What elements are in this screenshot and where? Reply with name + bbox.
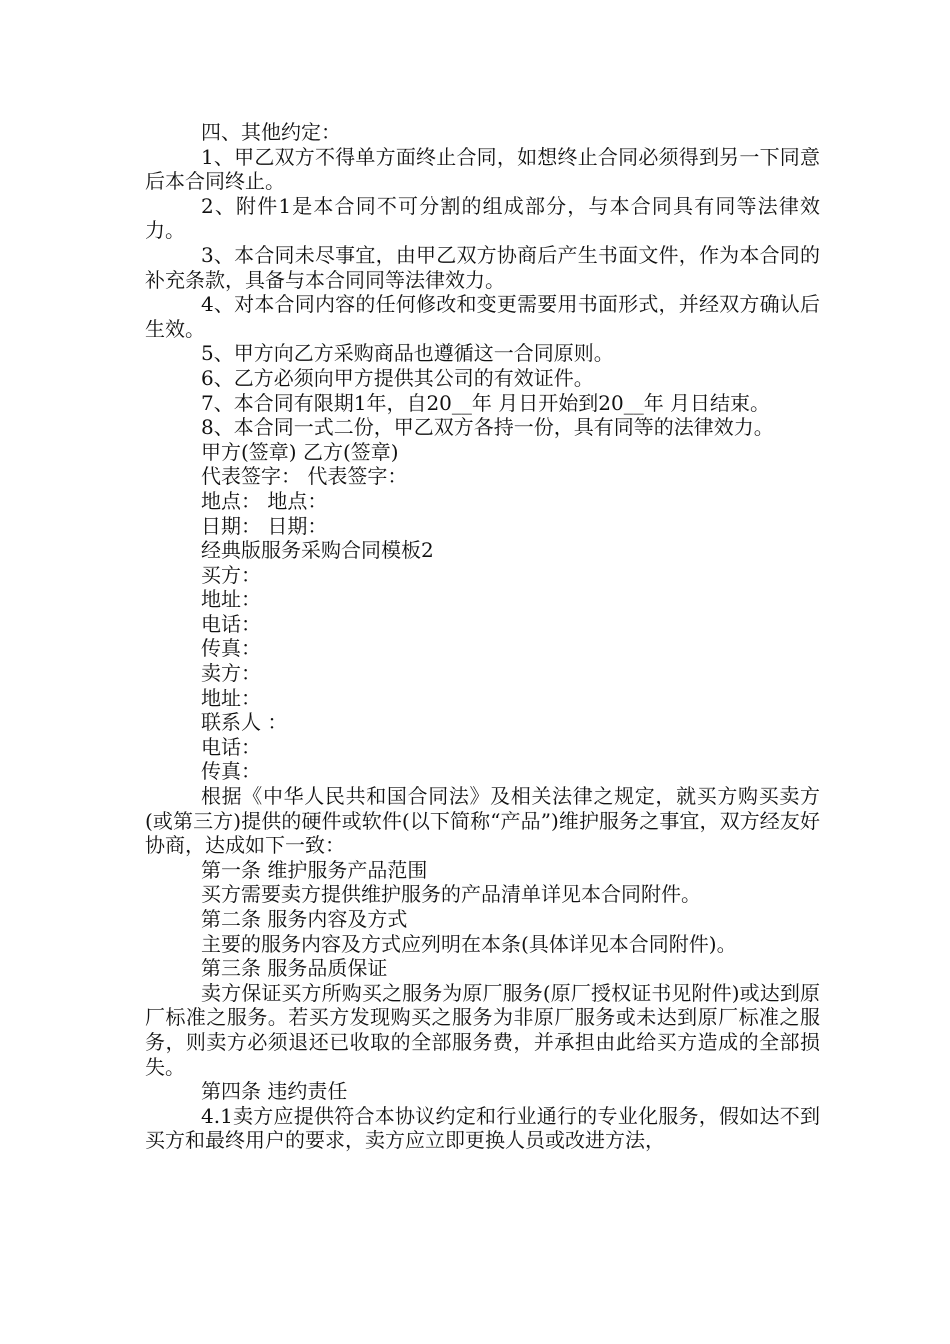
article-3-heading: 第三条 服务品质保证 bbox=[201, 956, 388, 981]
template-2-title: 经典版服务采购合同模板2 bbox=[201, 538, 434, 563]
article-2-heading: 第二条 服务内容及方式 bbox=[201, 907, 408, 931]
clause-2: 2、附件1是本合同不可分割的组成部分，与本合同具有同等法律效力。 bbox=[145, 193, 820, 243]
preamble-paragraph: 根据《中华人民共和国合同法》及相关法律之规定，就买方购买卖方(或第三方)提供的硬件或软件(以下简称“产品”)维护服务之事宜，双方经友好协商，达成如下一致： bbox=[145, 784, 820, 858]
signature-representatives: 代表签字： 代表签字： bbox=[201, 464, 408, 489]
section-heading-other-terms: 四、其他约定： bbox=[201, 120, 341, 144]
buyer-label: 买方： bbox=[201, 562, 261, 587]
clause-3: 3、本合同未尽事宜，由甲乙双方协商后产生书面文件，作为本合同的补充条款，具备与本合同同等法律效力。 bbox=[145, 242, 820, 292]
signature-locations: 地点： 地点： bbox=[201, 488, 328, 513]
clause-8: 8、本合同一式二份，甲乙双方各持一份，具有同等的法律效力。 bbox=[201, 415, 774, 440]
article-1-body: 买方需要卖方提供维护服务的产品清单详见本合同附件。 bbox=[201, 882, 701, 907]
seller-fax-label: 传真： bbox=[201, 759, 261, 784]
buyer-address-label: 地址： bbox=[201, 587, 261, 612]
article-4-clause-4-1: 4.1卖方应提供符合本协议约定和行业通行的专业化服务，假如达不到买方和最终用户的要求，卖方应立即更换人员或改进方法， bbox=[145, 1103, 820, 1153]
clause-4: 4、对本合同内容的任何修改和变更需要用书面形式，并经双方确认后生效。 bbox=[145, 292, 820, 341]
seller-label: 卖方： bbox=[201, 661, 261, 686]
document-page bbox=[145, 120, 820, 1153]
article-2-body: 主要的服务内容及方式应列明在本条(具体详见本合同附件)。 bbox=[201, 931, 737, 956]
seller-address-label: 地址： bbox=[201, 685, 261, 710]
buyer-phone-label: 电话： bbox=[201, 611, 261, 636]
seller-contact-label: 联系人 ： bbox=[201, 710, 288, 735]
clause-7: 7、本合同有限期1年，自20__年 月日开始到20__年 月日结束。 bbox=[201, 390, 771, 415]
seller-phone-label: 电话： bbox=[201, 734, 261, 759]
clause-6: 6、乙方必须向甲方提供其公司的有效证件。 bbox=[201, 365, 594, 390]
article-3-body: 卖方保证买方所购买之服务为原厂服务(原厂授权证书见附件)或达到原厂标准之服务。若买方发现购买之服务为非原厂服务或未达到原厂标准之服务，则卖方必须退还已收取的全部服务费，并承担由此给买方造成的全部损失。 bbox=[145, 980, 820, 1079]
article-4-heading: 第四条 违约责任 bbox=[201, 1079, 348, 1104]
clause-5: 5、甲方向乙方采购商品也遵循这一合同原则。 bbox=[201, 341, 614, 366]
clause-1: 1、甲乙双方不得单方面终止合同，如想终止合同必须得到另一下同意后本合同终止。 bbox=[145, 144, 820, 194]
signature-parties: 甲方(签章) 乙方(签章) bbox=[201, 439, 399, 464]
article-1-heading: 第一条 维护服务产品范围 bbox=[201, 857, 428, 882]
signature-dates: 日期： 日期： bbox=[201, 513, 328, 538]
buyer-fax-label: 传真： bbox=[201, 636, 261, 661]
